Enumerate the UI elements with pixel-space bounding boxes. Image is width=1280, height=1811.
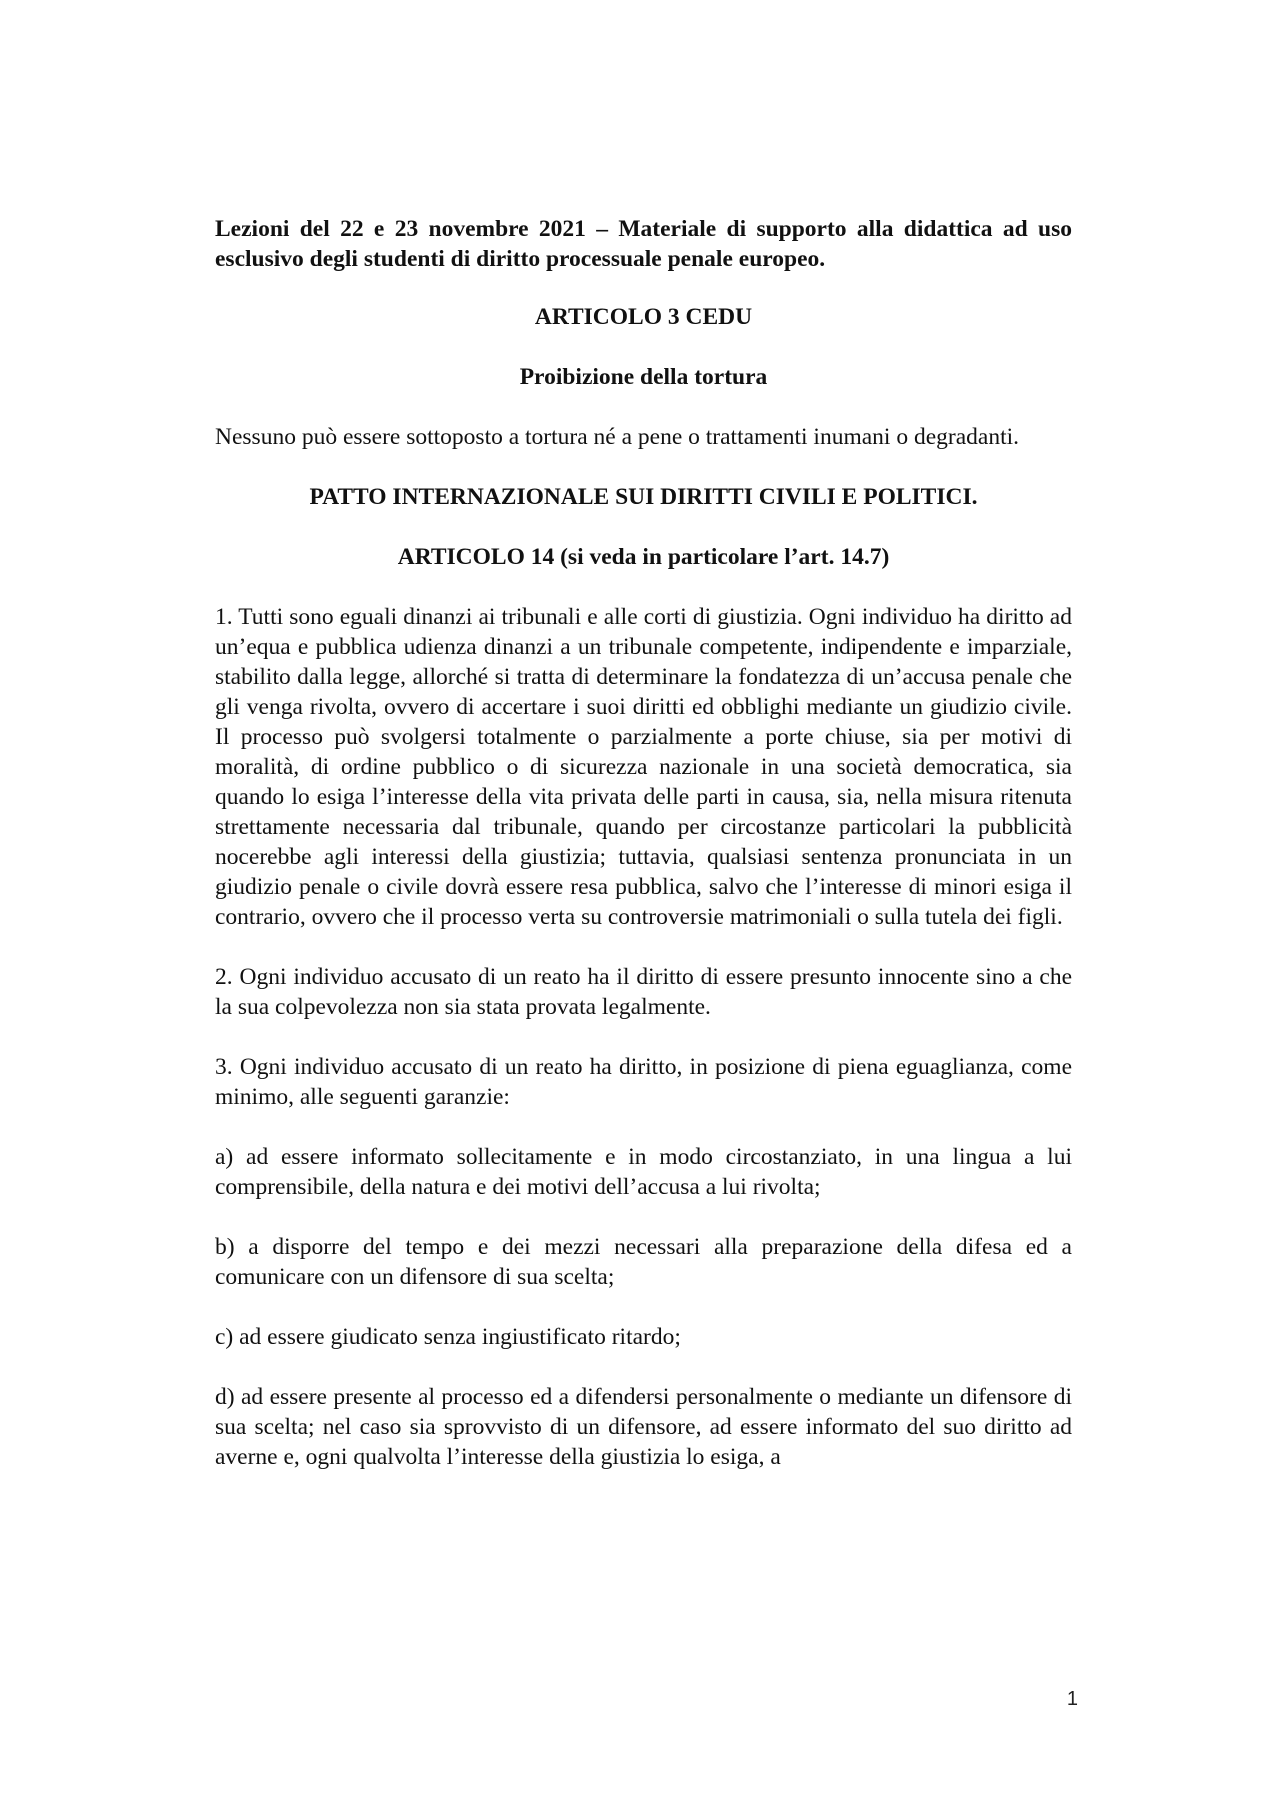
paragraph-2: 2. Ogni individuo accusato di un reato ha il diritto di essere presunto innocente sino a che la sua colpevolezza non sia stata provata legalmente. <box>215 964 1072 1020</box>
article-3-text: Nessuno può essere sottoposto a tortura né a pene o trattamenti inumani o degradanti. <box>215 424 1020 450</box>
paragraph-3b: b) a disporre del tempo e dei mezzi necessari alla preparazione della difesa ed a comunicare con un difensore di sua scelta; <box>215 1234 1072 1290</box>
pact-title: PATTO INTERNAZIONALE SUI DIRITTI CIVILI E POLITICI. <box>309 484 978 510</box>
paragraph-3c: c) ad essere giudicato senza ingiustificato ritardo; <box>215 1324 681 1350</box>
article-14-title: ARTICOLO 14 (si veda in particolare l’art. 14.7) <box>397 544 890 570</box>
page-number: 1 <box>1066 1688 1078 1710</box>
article-3-title: ARTICOLO 3 CEDU <box>534 304 753 330</box>
paragraph-3a: a) ad essere informato sollecitamente e in modo circostanziato, in una lingua a lui comprensibile, della natura e dei motivi dell’accusa a lui rivolta; <box>215 1144 1072 1200</box>
document-body <box>215 214 1072 1502</box>
intro-heading: Lezioni del 22 e 23 novembre 2021 – Materiale di supporto alla didattica ad uso esclusivo degli studenti di diritto processuale penale europeo. <box>215 216 1072 272</box>
paragraph-3: 3. Ogni individuo accusato di un reato ha diritto, in posizione di piena eguaglianza, come minimo, alle seguenti garanzie: <box>215 1054 1072 1110</box>
article-3-subtitle: Proibizione della tortura <box>519 364 768 390</box>
paragraph-3d: d) ad essere presente al processo ed a difendersi personalmente o mediante un difensore di sua scelta; nel caso sia sprovvisto di un difensore, ad essere informato del suo diritto ad averne e, ogni qualvolta l’interesse della giustizia lo esiga, a <box>215 1384 1072 1470</box>
paragraph-1: 1. Tutti sono eguali dinanzi ai tribunali e alle corti di giustizia. Ogni individuo ha diritto ad un’equa e pubblica udienza dinanzi a un tribunale competente, indipendente e imparziale, stabilito dalla legge, allorché si tratta di determinare la fondatezza di un’accusa penale che gli venga rivolta, ovvero di accertare i suoi diritti ed obblighi mediante un giudizio civile. Il processo può svolgersi totalmente o parzialmente a porte chiuse, sia per motivi di moralità, di ordine pubblico o di sicurezza nazionale in una società democratica, sia quando lo esiga l’interesse della vita privata delle parti in causa, sia, nella misura ritenuta strettamente necessaria dal tribunale, quando per circostanze particolari la pubblicità nocerebbe agli interessi della giustizia; tuttavia, qualsiasi sentenza pronunciata in un giudizio penale o civile dovrà essere resa pubblica, salvo che l’interesse di minori esiga il contrario, ovvero che il processo verta su controversie matrimoniali o sulla tutela dei figli. <box>215 604 1072 930</box>
